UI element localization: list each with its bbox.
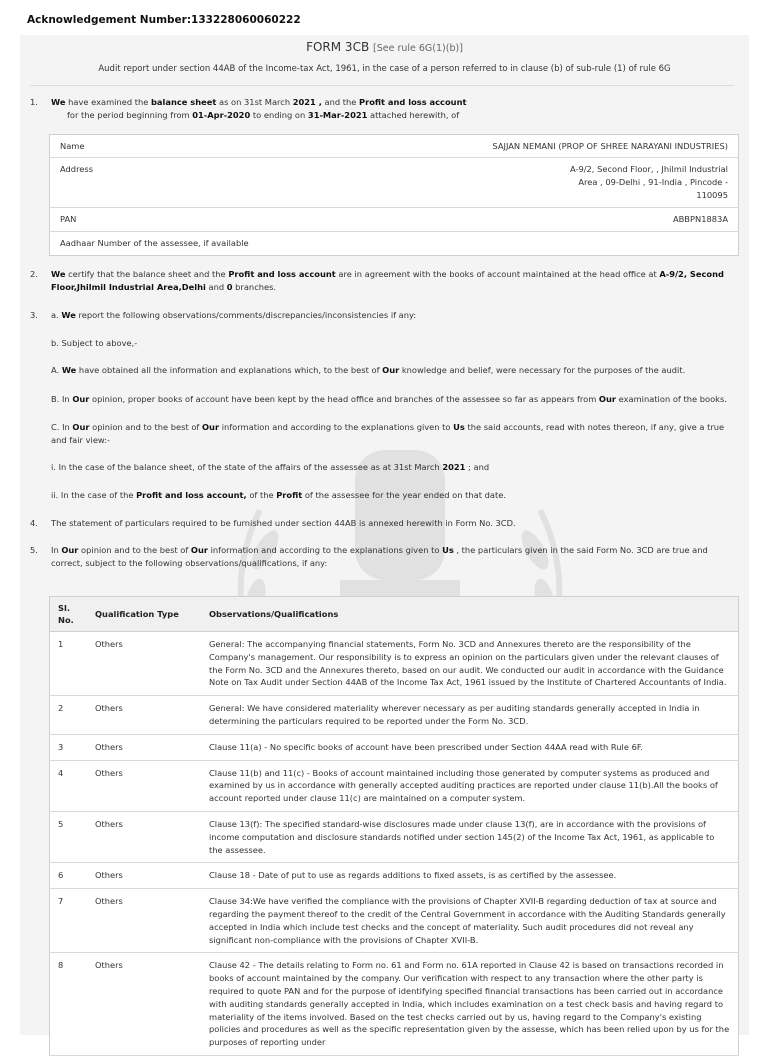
table-row (50, 632, 739, 696)
row-sl-no: 1 (50, 632, 88, 696)
row-qualification-type: Others (87, 811, 201, 862)
para-5-number: 5. (30, 545, 38, 555)
row-sl-no: 8 (50, 953, 88, 1056)
row-qualification-type: Others (87, 760, 201, 811)
row-observation: Clause 13(f): The specified standard-wise disclosures made under clause 13(f), are in accordance with the provisions of income computation and disclosure standards notified under section 145(2) of the Income Tax Act, 1961, as applicable to the assessee. (201, 811, 739, 862)
ack-value: 133228060060222 (191, 14, 301, 26)
para-1-number: 1. (30, 97, 38, 107)
acknowledgement-number (27, 14, 301, 26)
row-sl-no: 7 (50, 889, 88, 953)
row-observation: Clause 34:We have verified the compliance with the provisions of Chapter XVII-B regarding deduction of tax at source and regarding the payment thereof to the credit of the Central Government in accordance with the Auditing Standards generally accepted in India which include test checks and the concept of materiality. Such audit procedures did not reveal any significant non-compliance with the provisions of Chapter XVII-B. (201, 889, 739, 953)
para-3-C: C. In Our opinion and to the best of Our information and according to the explanations given to Us the said accounts, read with notes thereon, if any, give a true and fair view:- (51, 422, 725, 445)
row-qualification-type: Others (87, 734, 201, 760)
table-row (50, 734, 739, 760)
form-rule: [See rule 6G(1)(b)] (373, 43, 463, 54)
address-line-2: Area , 09-Delhi , 91-India , Pincode - (578, 177, 728, 187)
row-aadhaar (50, 232, 739, 256)
form-subtitle: Audit report under section 44AB of the Income-tax Act, 1961, in the case of a person referred to in clause (b) of sub-rule (1) of rule 6G (98, 64, 671, 74)
table-row (50, 696, 739, 735)
row-qualification-type: Others (87, 863, 201, 889)
para-3-B: B. In Our opinion, proper books of account have been kept by the head office and branches of the assessee so far as appears from Our examination of the books. (51, 394, 727, 404)
row-observation: Clause 18 - Date of put to use as regards additions to fixed assets, is as certified by the assessee. (201, 863, 739, 889)
name-value: SAJJAN NEMANI (PROP OF SHREE NARAYANI INDUSTRIES) (359, 135, 738, 158)
para-3a: a. We report the following observations/comments/discrepancies/inconsistencies if any: (51, 310, 417, 320)
header-observations: Observations/Qualifications (201, 597, 739, 632)
para-5: In Our opinion and to the best of Our information and according to the explanations given to Us , the particulars given in the said Form No. 3CD are true and correct, subject to the following observations/qualifications, if any: (51, 545, 708, 568)
aadhaar-label: Aadhaar Number of the assessee, if available (60, 238, 249, 248)
address-value (359, 158, 738, 208)
row-address (50, 158, 739, 208)
qualifications-header-row (50, 597, 739, 632)
header-qualification-type: Qualification Type (87, 597, 201, 632)
row-sl-no: 5 (50, 811, 88, 862)
ack-label: Acknowledgement Number: (27, 14, 192, 26)
table-row (50, 863, 739, 889)
para-2-number: 2. (30, 269, 38, 279)
row-sl-no: 3 (50, 734, 88, 760)
aadhaar-value (359, 232, 738, 256)
para-3-A: A. We have obtained all the information and explanations which, to the best of Our knowledge and belief, were necessary for the purposes of the audit. (51, 365, 686, 375)
row-observation: Clause 11(a) - No specific books of account have been prescribed under Section 44AA read with Rule 6F. (201, 734, 739, 760)
para-1-period: for the period beginning from 01-Apr-2020 to ending on 31-Mar-2021 attached herewith, of (67, 110, 460, 120)
table-row (50, 760, 739, 811)
address-label: Address (50, 158, 360, 208)
para-1: We have examined the balance sheet as on 31st March 2021 , and the Profit and loss account (51, 97, 467, 107)
table-row (50, 811, 739, 862)
para-3b: b. Subject to above,- (51, 338, 138, 348)
name-label: Name (50, 135, 360, 158)
assessee-details-table (49, 134, 739, 256)
row-observation: Clause 42 - The details relating to Form no. 61 and Form no. 61A reported in Clause 42 is based on transactions recorded in books of account maintained by the company. Our verification with respect to any transaction where the other party is required to quote PAN and for the purpose of identifying specified financial transactions has been carried out in accordance with auditing standards generally accepted in India, which includes examination on a test check basis and having regard to materiality of the items involved. Based on the test checks carried out by us, having regard to the Company's existing policies and procedures as well as the specific representation given by the assesse, which has been relied upon by us for the purposes of reporting under (201, 953, 739, 1056)
para-2: We certify that the balance sheet and the Profit and loss account are in agreement with the books of account maintained at the head office at A-9/2, Second Floor,Jhilmil Industrial Area,Delhi and 0 branches. (51, 269, 724, 292)
table-row (50, 889, 739, 953)
form-panel (20, 35, 749, 1048)
row-name (50, 135, 739, 158)
form-name: FORM 3CB (306, 40, 370, 54)
divider (30, 85, 734, 86)
table-row (50, 953, 739, 1056)
qualifications-table (49, 596, 739, 1056)
row-qualification-type: Others (87, 889, 201, 953)
row-qualification-type: Others (87, 632, 201, 696)
row-observation: General: We have considered materiality wherever necessary as per auditing standards generally accepted in India in determining the particulars required to be reported under the Form No. 3CD. (201, 696, 739, 735)
row-sl-no: 2 (50, 696, 88, 735)
row-qualification-type: Others (87, 696, 201, 735)
para-4: The statement of particulars required to be furnished under section 44AB is annexed herewith in Form No. 3CD. (51, 518, 516, 528)
header-sl-no: Sl. No. (50, 597, 88, 632)
form-title (20, 41, 749, 55)
row-qualification-type: Others (87, 953, 201, 1056)
pan-value: ABBPN1883A (359, 208, 738, 232)
para-3-ii: ii. In the case of the Profit and loss account, of the Profit of the assessee for the year ended on that date. (51, 490, 506, 500)
row-observation: Clause 11(b) and 11(c) - Books of account maintained including those generated by computer systems as produced and examined by us in accordance with generally accepted auditing practices are reported under clause 11(b).All the books of account reported under clause 11(c) are maintained on a computer system. (201, 760, 739, 811)
pan-label: PAN (50, 208, 360, 232)
para-3-i: i. In the case of the balance sheet, of the state of the affairs of the assessee as at 31st March 2021 ; and (51, 462, 490, 472)
row-pan (50, 208, 739, 232)
address-line-1: A-9/2, Second Floor, , Jhilmil Industrial (569, 164, 728, 174)
para-3-number: 3. (30, 310, 38, 320)
row-observation: General: The accompanying financial statements, Form No. 3CD and Annexures thereto are the responsibility of the Company's management. Our responsibility is to express an opinion on the particulars given under the relevant clauses of the Form No. 3CD and the Annexures thereto, based on our audit. We conducted our audit in accordance with the Guidance Note on Tax Audit under Section 44AB of the Income Tax Act, 1961 issued by the Institute of Chartered Accountants of India. (201, 632, 739, 696)
para-4-number: 4. (30, 518, 38, 528)
row-sl-no: 6 (50, 863, 88, 889)
row-sl-no: 4 (50, 760, 88, 811)
qualifications-body (50, 632, 739, 1056)
address-line-3: 110095 (696, 190, 728, 200)
